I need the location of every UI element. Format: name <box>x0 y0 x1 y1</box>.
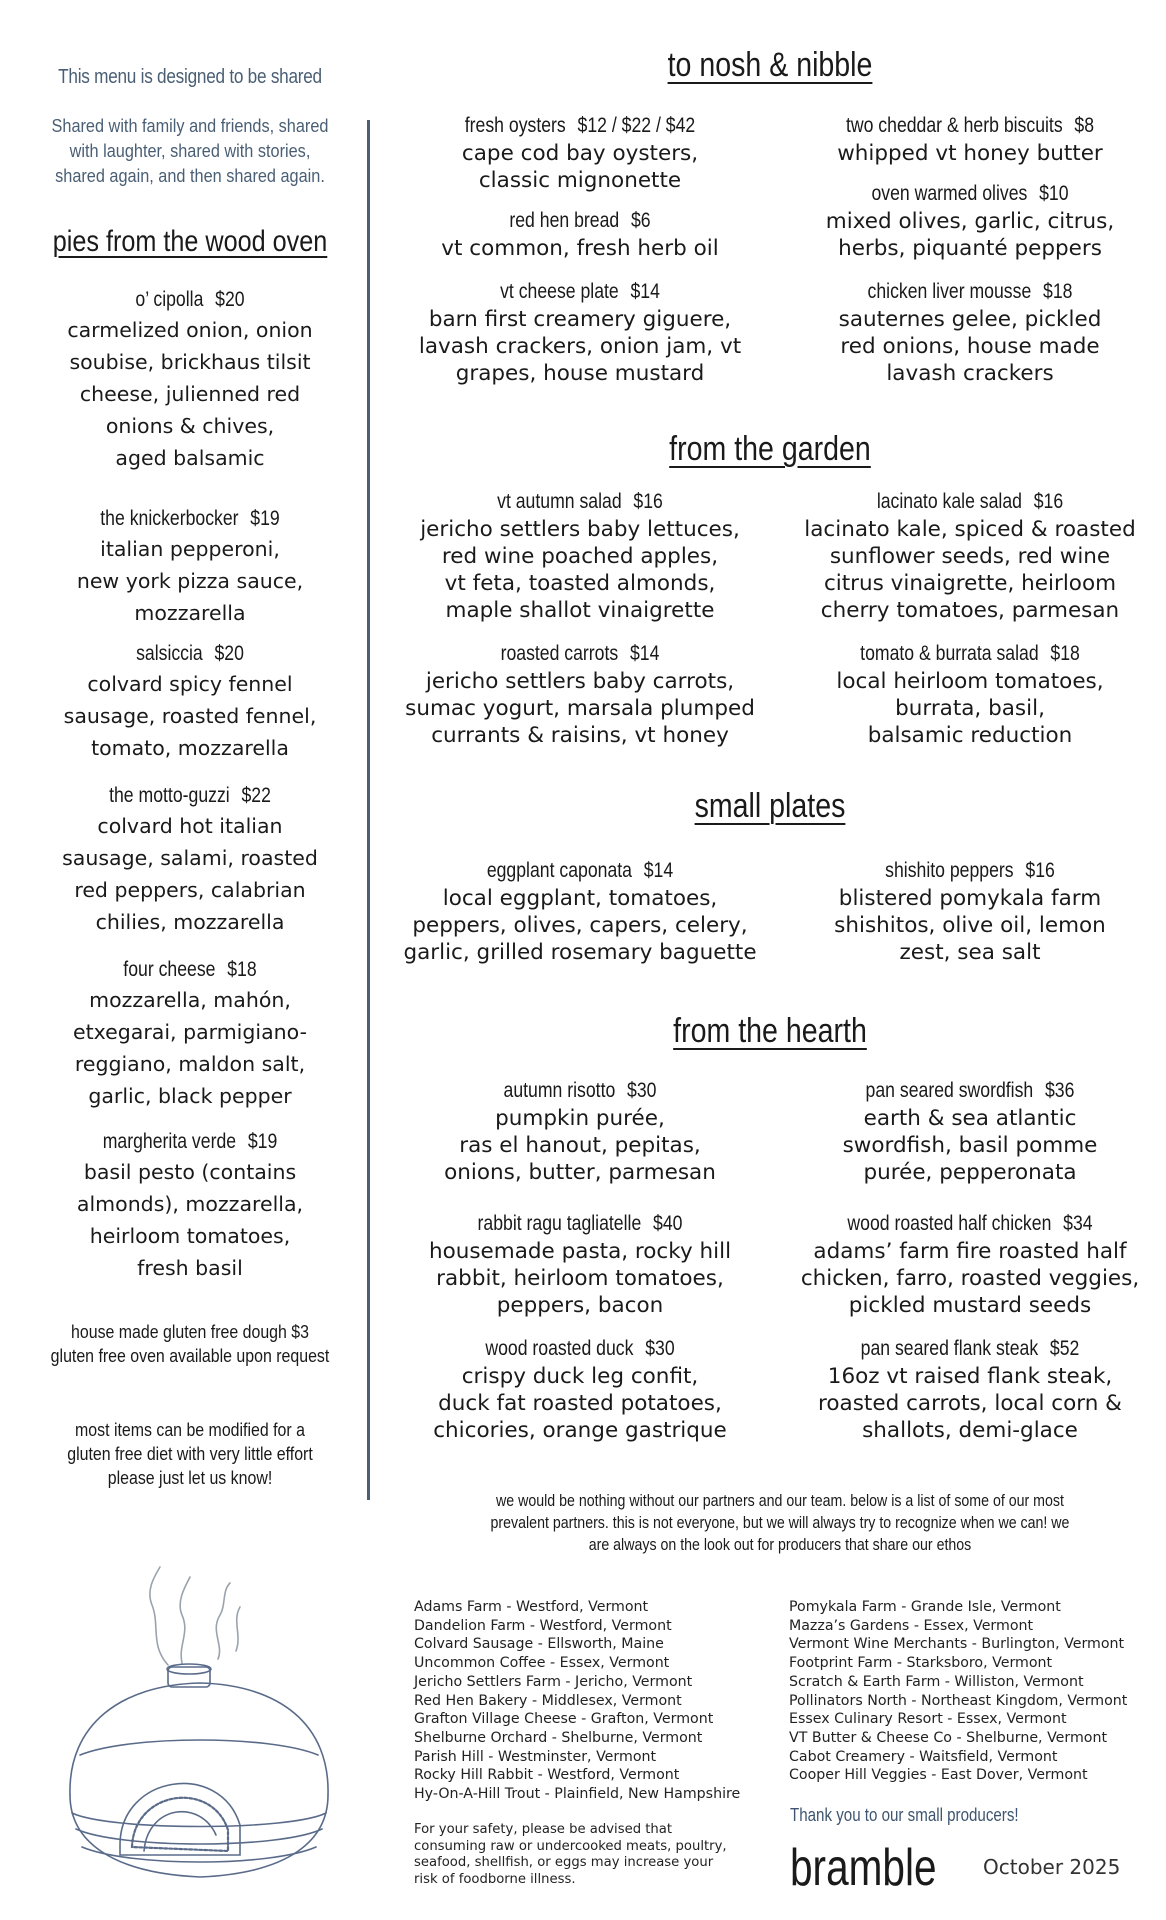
item-description-line: sunflower seeds, red wine <box>829 544 1111 569</box>
item-description <box>385 306 775 387</box>
item-name-text: rabbit ragu tagliatelle <box>477 1212 642 1235</box>
partner-entry: Cooper Hill Veggies - East Dover, Vermont <box>789 1767 1088 1784</box>
item-description <box>385 140 775 194</box>
item-price: $14 <box>643 859 674 882</box>
partner-entry: Vermont Wine Merchants - Burlington, Vermont <box>789 1636 1125 1653</box>
pie-description <box>20 810 360 938</box>
item-description <box>385 516 775 624</box>
item-price: $30 <box>627 1079 657 1102</box>
item-price: $16 <box>633 490 663 513</box>
item-description-line: red onions, house made <box>840 334 1100 359</box>
item-name-text: autumn risotto <box>503 1079 616 1102</box>
item-name <box>416 1077 744 1105</box>
pie-item <box>20 286 360 474</box>
item-name-text: vt cheese plate <box>500 280 619 303</box>
item-description-line: onions, butter, parmesan <box>444 1160 716 1185</box>
pie-name-text: the motto-guzzi <box>109 784 230 807</box>
item-name-text: red hen bread <box>509 209 620 232</box>
intro-heading: This menu is designed to be shared <box>58 66 322 88</box>
item-price: $12 / $22 / $42 <box>577 114 696 137</box>
item-name <box>416 1210 744 1238</box>
item-description <box>385 885 775 966</box>
modify-note-line: please just let us know! <box>107 1467 273 1488</box>
item-description <box>385 1238 775 1319</box>
item-price: $16 <box>1025 859 1055 882</box>
item-name <box>806 640 1134 668</box>
partners-list-left <box>414 1598 740 1804</box>
item-description-line: blistered pomykala farm <box>838 886 1102 911</box>
hearth-menu-item <box>775 1335 1165 1444</box>
item-description-line: 16oz vt raised flank steak, <box>827 1364 1113 1389</box>
item-description <box>385 668 775 749</box>
pie-description-line: aged balsamic <box>115 446 265 470</box>
item-name <box>806 857 1134 885</box>
pie-description-line: etxegarai, parmigiano- <box>73 1020 307 1044</box>
partners-intro-line: are always on the look out for producers that share our ethos <box>588 1536 972 1554</box>
pie-description-line: mozzarella <box>134 601 246 625</box>
item-price: $30 <box>645 1337 675 1360</box>
item-description-line: sumac yogurt, marsala plumped <box>405 696 755 721</box>
nosh-menu-item <box>385 207 775 262</box>
item-description-line: whipped vt honey butter <box>837 141 1103 166</box>
pie-name <box>47 1128 333 1156</box>
pie-description-line: tomato, mozzarella <box>91 736 289 760</box>
item-description-line: classic mignonette <box>478 168 682 193</box>
item-name-text: eggplant caponata <box>486 859 632 882</box>
garden-menu-item <box>385 640 775 749</box>
pie-price: $18 <box>227 958 257 981</box>
pie-item <box>20 956 360 1112</box>
nosh-menu-item <box>775 180 1165 262</box>
nosh-section-title: to nosh & nibble <box>667 46 873 84</box>
pie-description-line: colvard hot italian <box>97 814 283 838</box>
item-description <box>385 1105 775 1186</box>
item-description-line: maple shallot vinaigrette <box>445 598 715 623</box>
pie-description-line: heirloom tomatoes, <box>89 1224 291 1248</box>
item-description-line: shallots, demi-glace <box>862 1418 1078 1443</box>
item-description-line: lavash crackers, onion jam, vt <box>418 334 742 359</box>
partner-entry: Dandelion Farm - Westford, Vermont <box>414 1617 672 1634</box>
item-price: $18 <box>1050 642 1080 665</box>
pie-description-line: onions & chives, <box>105 414 275 438</box>
item-name <box>416 207 744 235</box>
item-name <box>416 112 744 140</box>
nosh-menu-item <box>775 278 1165 387</box>
modify-note-line: gluten free diet with very little effort <box>67 1443 313 1464</box>
item-price: $18 <box>1043 280 1073 303</box>
item-name-text: vt autumn salad <box>497 490 622 513</box>
intro-line: shared again, and then shared again. <box>55 165 325 186</box>
pie-description <box>20 668 360 764</box>
item-name-text: wood roasted half chicken <box>847 1212 1052 1235</box>
safety-line: risk of foodborne illness. <box>414 1871 576 1887</box>
item-name-text: oven warmed olives <box>871 182 1028 205</box>
pie-price: $19 <box>247 1130 278 1153</box>
pie-item <box>20 1128 360 1284</box>
item-description <box>775 1363 1165 1444</box>
item-description-line: duck fat roasted potatoes, <box>438 1391 722 1416</box>
pie-name <box>47 505 333 533</box>
item-description <box>775 140 1165 167</box>
item-description <box>385 1363 775 1444</box>
safety-line: seafood, shellfish, or eggs may increase your <box>414 1855 714 1870</box>
item-description-line: red wine poached apples, <box>441 544 719 569</box>
pie-price: $20 <box>214 642 244 665</box>
item-name <box>416 1335 744 1363</box>
item-description-line: adams’ farm fire roasted half <box>813 1239 1127 1264</box>
pie-description-line: basil pesto (contains <box>83 1160 297 1184</box>
item-name-text: lacinato kale salad <box>876 490 1022 513</box>
item-name <box>806 1077 1134 1105</box>
brand-logo: bramble <box>790 1839 937 1897</box>
pie-name <box>47 640 333 668</box>
intro-body <box>40 113 339 188</box>
item-description-line: herbs, piquanté peppers <box>838 236 1102 261</box>
item-price: $6 <box>630 209 651 232</box>
item-description <box>775 208 1165 262</box>
partner-entry: VT Butter & Cheese Co - Shelburne, Vermont <box>789 1729 1108 1746</box>
partner-entry: Pomykala Farm - Grande Isle, Vermont <box>789 1599 1061 1615</box>
item-price: $14 <box>630 280 660 303</box>
item-name <box>416 857 744 885</box>
garden-section-title: from the garden <box>669 430 871 468</box>
nosh-menu-item <box>385 112 775 194</box>
gluten-note-line: gluten free oven available upon request <box>50 1345 330 1366</box>
nosh-menu-item <box>775 112 1165 167</box>
item-description-line: lacinato kale, spiced & roasted <box>804 517 1136 542</box>
item-description <box>775 306 1165 387</box>
pie-description-line: red peppers, calabrian <box>74 878 306 902</box>
small-menu-item <box>385 857 775 966</box>
item-name <box>806 112 1134 140</box>
garden-menu-item <box>385 488 775 624</box>
partner-entry: Parish Hill - Westminster, Vermont <box>414 1748 657 1765</box>
pie-description <box>20 1156 360 1284</box>
partner-entry: Pollinators North - Northeast Kingdom, Vermont <box>789 1692 1128 1709</box>
partner-entry: Adams Farm - Westford, Vermont <box>414 1599 649 1615</box>
wood-oven-icon <box>50 1555 350 1895</box>
partner-entry: Scratch & Earth Farm - Williston, Vermont <box>789 1673 1084 1690</box>
partner-entry: Footprint Farm - Starksboro, Vermont <box>789 1655 1053 1672</box>
pie-description-line: new york pizza sauce, <box>76 569 304 593</box>
pie-description-line: carmelized onion, onion <box>67 318 313 342</box>
intro-line: with laughter, shared with stories, <box>69 140 311 161</box>
pie-description-line: sausage, roasted fennel, <box>63 704 317 728</box>
item-name <box>806 278 1134 306</box>
pie-description-line: chilies, mozzarella <box>95 910 285 934</box>
item-description <box>385 235 775 262</box>
item-description-line: earth & sea atlantic <box>863 1106 1077 1131</box>
partners-intro-line: we would be nothing without our partners and our team. below is a list of some of our most <box>496 1492 1064 1510</box>
item-name-text: roasted carrots <box>500 642 619 665</box>
item-description-line: local eggplant, tomatoes, <box>442 886 718 911</box>
partner-entry: Red Hen Bakery - Middlesex, Vermont <box>414 1692 682 1709</box>
item-description-line: burrata, basil, <box>895 696 1045 721</box>
item-description-line: swordfish, basil pomme <box>842 1133 1098 1158</box>
pie-description <box>20 984 360 1112</box>
item-description-line: sauternes gelee, pickled <box>838 307 1102 332</box>
pie-description-line: cheese, julienned red <box>79 382 301 406</box>
item-description-line: jericho settlers baby lettuces, <box>420 517 740 542</box>
item-description-line: peppers, bacon <box>496 1293 664 1318</box>
modify-note <box>44 1418 336 1490</box>
partner-entry: Jericho Settlers Farm - Jericho, Vermont <box>414 1673 693 1690</box>
pie-name <box>47 286 333 314</box>
item-description-line: jericho settlers baby carrots, <box>425 669 735 694</box>
item-name-text: shishito peppers <box>885 859 1014 882</box>
item-price: $52 <box>1049 1337 1080 1360</box>
hearth-menu-item <box>385 1335 775 1444</box>
pie-description-line: colvard spicy fennel <box>87 672 293 696</box>
thanks-message: Thank you to our small producers! <box>790 1805 1019 1825</box>
item-description-line: purée, pepperonata <box>863 1160 1077 1185</box>
nosh-menu-item <box>385 278 775 387</box>
garden-menu-item <box>775 640 1165 749</box>
item-name <box>416 278 744 306</box>
item-description-line: garlic, grilled rosemary baguette <box>403 940 757 965</box>
item-name-text: chicken liver mousse <box>867 280 1032 303</box>
item-description-line: vt feta, toasted almonds, <box>444 571 716 596</box>
item-name-text: pan seared swordfish <box>865 1079 1034 1102</box>
item-description <box>775 1105 1165 1186</box>
pie-name-text: four cheese <box>123 958 216 981</box>
partner-entry: Grafton Village Cheese - Grafton, Vermont <box>414 1711 714 1728</box>
item-name <box>806 180 1134 208</box>
food-safety-notice <box>414 1822 754 1888</box>
partners-intro-line: prevalent partners. this is not everyone, but we will always try to recognize when we can! we <box>490 1514 1070 1532</box>
item-description-line: chicken, farro, roasted veggies, <box>800 1266 1140 1291</box>
item-price: $8 <box>1074 114 1095 137</box>
hearth-menu-item <box>775 1077 1165 1186</box>
item-description-line: cherry tomatoes, parmesan <box>820 598 1120 623</box>
item-name-text: pan seared flank steak <box>860 1337 1039 1360</box>
pie-description <box>20 533 360 629</box>
gluten-note-line: house made gluten free dough $3 <box>71 1321 309 1342</box>
pie-description-line: soubise, brickhaus tilsit <box>69 350 311 374</box>
item-name <box>806 488 1134 516</box>
item-description-line: balsamic reduction <box>867 723 1073 748</box>
item-description-line: barn first creamery giguere, <box>428 307 732 332</box>
pie-description-line: sausage, salami, roasted <box>62 846 318 870</box>
pies-section-title: pies from the wood oven <box>52 225 328 258</box>
partner-entry: Shelburne Orchard - Shelburne, Vermont <box>414 1729 703 1746</box>
item-price: $10 <box>1039 182 1069 205</box>
item-description-line: chicories, orange gastrique <box>433 1418 727 1443</box>
item-description <box>775 668 1165 749</box>
pie-name <box>47 782 333 810</box>
pie-description <box>20 314 360 474</box>
small-menu-item <box>775 857 1165 966</box>
column-divider <box>367 120 370 1500</box>
pie-description-line: garlic, black pepper <box>88 1084 292 1108</box>
pie-name <box>47 956 333 984</box>
item-name-text: tomato & burrata salad <box>860 642 1039 665</box>
partner-entry: Colvard Sausage - Ellsworth, Maine <box>414 1636 664 1653</box>
item-description-line: citrus vinaigrette, heirloom <box>823 571 1117 596</box>
pie-name-text: the knickerbocker <box>100 507 239 530</box>
partner-entry: Mazza’s Gardens - Essex, Vermont <box>789 1617 1034 1634</box>
item-description-line: shishitos, olive oil, lemon <box>834 913 1106 938</box>
item-description-line: zest, sea salt <box>899 940 1041 965</box>
item-description-line: pumpkin purée, <box>495 1106 665 1131</box>
pie-description-line: reggiano, maldon salt, <box>74 1052 306 1076</box>
item-description <box>775 516 1165 624</box>
pie-price: $22 <box>241 784 271 807</box>
item-description-line: lavash crackers <box>886 361 1054 386</box>
item-name-text: wood roasted duck <box>485 1337 634 1360</box>
item-description-line: mixed olives, garlic, citrus, <box>825 209 1115 234</box>
menu-date: October 2025 <box>983 1855 1121 1879</box>
item-price: $40 <box>653 1212 683 1235</box>
item-description-line: grapes, house mustard <box>455 361 705 386</box>
pie-price: $20 <box>215 288 245 311</box>
item-description <box>775 1238 1165 1319</box>
item-name <box>416 640 744 668</box>
hearth-section-title: from the hearth <box>673 1012 867 1050</box>
partners-intro <box>470 1490 1089 1556</box>
partner-entry: Hy-On-A-Hill Trout - Plainfield, New Hampshire <box>414 1786 741 1803</box>
pie-name-text: margherita verde <box>102 1130 237 1153</box>
item-name <box>806 1210 1134 1238</box>
pie-description-line: almonds), mozzarella, <box>76 1192 304 1216</box>
item-name <box>416 488 744 516</box>
item-description-line: roasted carrots, local corn & <box>818 1391 1122 1416</box>
partner-entry: Cabot Creamery - Waitsfield, Vermont <box>789 1748 1058 1765</box>
pie-item <box>20 782 360 938</box>
pie-name-text: o’ cipolla <box>135 288 204 311</box>
item-description-line: rabbit, heirloom tomatoes, <box>436 1266 724 1291</box>
item-name <box>806 1335 1134 1363</box>
item-description-line: local heirloom tomatoes, <box>836 669 1104 694</box>
item-price: $14 <box>629 642 660 665</box>
item-description-line: pickled mustard seeds <box>848 1293 1092 1318</box>
item-price: $16 <box>1033 490 1064 513</box>
modify-note-line: most items can be modified for a <box>75 1419 305 1440</box>
item-description-line: cape cod bay oysters, <box>461 141 699 166</box>
pie-name-text: salsiccia <box>136 642 203 665</box>
partner-entry: Uncommon Coffee - Essex, Vermont <box>414 1655 670 1672</box>
partner-entry: Rocky Hill Rabbit - Westford, Vermont <box>414 1767 680 1784</box>
pie-description-line: mozzarella, mahón, <box>89 988 291 1012</box>
item-name-text: fresh oysters <box>464 114 566 137</box>
item-price: $36 <box>1044 1079 1075 1102</box>
pie-description-line: italian pepperoni, <box>100 537 280 561</box>
pie-price: $19 <box>250 507 280 530</box>
safety-line: consuming raw or undercooked meats, poultry, <box>414 1838 727 1854</box>
pie-description-line: fresh basil <box>137 1256 243 1280</box>
item-description-line: ras el hanout, pepitas, <box>459 1133 701 1158</box>
pie-item <box>20 640 360 764</box>
small-plates-section-title: small plates <box>694 787 846 825</box>
item-description-line: peppers, olives, capers, celery, <box>412 913 748 938</box>
item-description-line: vt common, fresh herb oil <box>441 236 719 261</box>
garden-menu-item <box>775 488 1165 624</box>
item-description-line: housemade pasta, rocky hill <box>428 1239 732 1264</box>
item-price: $34 <box>1063 1212 1093 1235</box>
safety-line: For your safety, please be advised that <box>414 1822 673 1837</box>
partners-list-right <box>789 1598 1127 1785</box>
item-description-line: currants & raisins, vt honey <box>431 723 729 748</box>
item-description-line: crispy duck leg confit, <box>461 1364 699 1389</box>
hearth-menu-item <box>385 1077 775 1186</box>
hearth-menu-item <box>775 1210 1165 1319</box>
partner-entry: Essex Culinary Resort - Essex, Vermont <box>789 1711 1067 1728</box>
pie-item <box>20 505 360 629</box>
item-description <box>775 885 1165 966</box>
intro-line: Shared with family and friends, shared <box>51 115 329 136</box>
hearth-menu-item <box>385 1210 775 1319</box>
gluten-free-note <box>44 1320 336 1368</box>
item-name-text: two cheddar & herb biscuits <box>845 114 1063 137</box>
